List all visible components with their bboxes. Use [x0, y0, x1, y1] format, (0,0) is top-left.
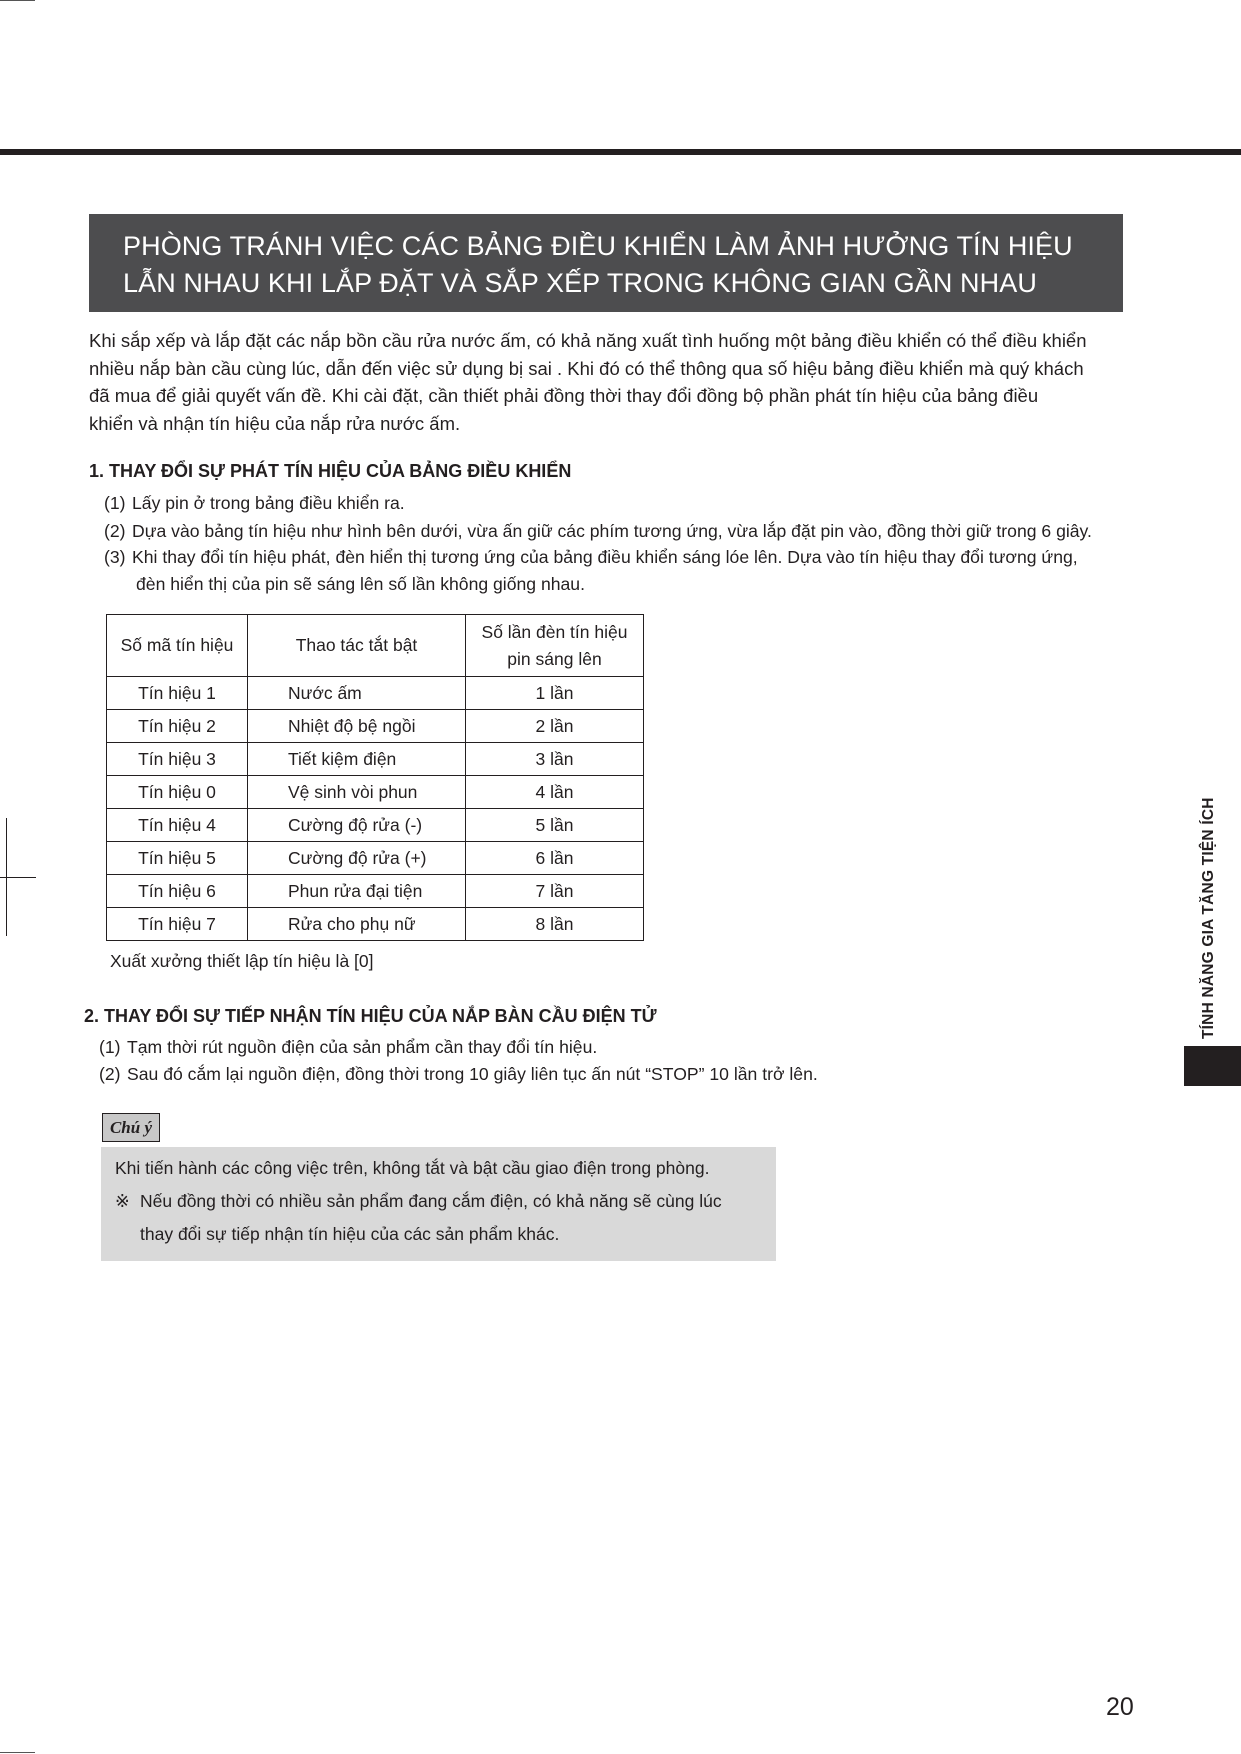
blink-count-cell: 3 lần [466, 743, 644, 776]
factory-default-note: Xuất xưởng thiết lập tín hiệu là [0] [110, 951, 374, 971]
intro-line: đã mua để giải quyết vấn đề. Khi cài đặt, cần thiết phải đồng thời thay đổi đồng bộ phần phát tín hiệu của bảng điều [89, 385, 1039, 406]
column-header: Thao tác tắt bật [248, 615, 466, 677]
operation-cell: Nước ấm [248, 677, 466, 710]
blink-count-cell: 7 lần [466, 875, 644, 908]
blink-count-cell: 2 lần [466, 710, 644, 743]
crop-mark-bottom [0, 1752, 35, 1753]
header-rule [0, 149, 1241, 155]
step-number: (1) [104, 493, 126, 513]
section-1-step [104, 544, 1078, 571]
column-header: Số mã tín hiệu [107, 615, 248, 677]
section-2-step [99, 1034, 597, 1061]
step-number: (2) [104, 521, 126, 541]
table-row [107, 842, 644, 875]
side-tab-marker [1184, 1046, 1241, 1086]
step-number: (2) [99, 1064, 121, 1084]
operation-cell: Rửa cho phụ nữ [248, 908, 466, 941]
registration-mark-horizontal [0, 877, 36, 878]
blink-count-cell: 1 lần [466, 677, 644, 710]
title-line-1: PHÒNG TRÁNH VIỆC CÁC BẢNG ĐIỀU KHIỂN LÀM ẢNH HƯỞNG TÍN HIỆU [123, 231, 1073, 261]
table-row [107, 677, 644, 710]
caution-box [101, 1147, 776, 1261]
signal-code-cell: Tín hiệu 0 [107, 776, 248, 809]
blink-count-cell: 4 lần [466, 776, 644, 809]
table-row [107, 743, 644, 776]
table-row [107, 710, 644, 743]
table-header-row [107, 615, 644, 677]
table-row [107, 908, 644, 941]
operation-cell: Phun rửa đại tiện [248, 875, 466, 908]
table-row [107, 776, 644, 809]
table-row [107, 809, 644, 842]
intro-line: nhiều nắp bàn cầu cùng lúc, dẫn đến việc sử dụng bị sai . Khi đó có thể thông qua số hiệu bảng điều khiển mà quý khách [89, 357, 1084, 379]
step-number: (1) [99, 1037, 121, 1057]
step-text: Lấy pin ở trong bảng điều khiển ra. [132, 493, 405, 513]
operation-cell: Vệ sinh vòi phun [248, 776, 466, 809]
intro-paragraph [89, 327, 1123, 437]
signal-code-cell: Tín hiệu 4 [107, 809, 248, 842]
operation-cell: Tiết kiệm điện [248, 743, 466, 776]
section-2-heading: 2. THAY ĐỔI SỰ TIẾP NHẬN TÍN HIỆU CỦA NẮP BÀN CẦU ĐIỆN TỬ [84, 1006, 657, 1026]
signal-table [106, 614, 644, 941]
section-2-step [99, 1061, 818, 1088]
operation-cell: Cường độ rửa (+) [248, 842, 466, 875]
caution-text: Nếu đồng thời có nhiều sản phẩm đang cắm điện, có khả năng sẽ cùng lúc [140, 1191, 722, 1211]
blink-count-cell: 5 lần [466, 809, 644, 842]
section-title-banner [89, 214, 1123, 312]
signal-code-cell: Tín hiệu 7 [107, 908, 248, 941]
intro-line: khiển và nhận tín hiệu của nắp rửa nước ấm. [89, 412, 461, 434]
column-header-line: Số lần đèn tín hiệu [481, 621, 628, 642]
signal-code-cell: Tín hiệu 1 [107, 677, 248, 710]
blink-count-cell: 8 lần [466, 908, 644, 941]
column-header-line: pin sáng lên [507, 648, 602, 669]
step-text: Dựa vào bảng tín hiệu như hình bên dưới, vừa ấn giữ các phím tương ứng, vừa lắp đặt pin vào, đồng thời giữ trong 6 giây. [132, 521, 1092, 541]
intro-line: Khi sắp xếp và lắp đặt các nắp bồn cầu rửa nước ấm, có khả năng xuất tình huống một bảng điều khiển có thể điều khiển [89, 330, 1087, 351]
table-row [107, 875, 644, 908]
step-text: Tạm thời rút nguồn điện của sản phẩm cần thay đổi tín hiệu. [127, 1037, 598, 1057]
section-1-step [104, 518, 1092, 545]
step-text: Khi thay đổi tín hiệu phát, đèn hiển thị tương ứng của bảng điều khiển sáng lóe lên. Dựa vào tín hiệu thay đổi tương ứng, [132, 547, 1078, 567]
signal-code-cell: Tín hiệu 2 [107, 710, 248, 743]
caution-tag: Chú ý [102, 1113, 160, 1142]
section-1-step-continuation: đèn hiển thị của pin sẽ sáng lên số lần không giống nhau. [136, 574, 585, 594]
reference-mark-icon: ※ [115, 1191, 130, 1211]
operation-cell: Nhiệt độ bệ ngồi [248, 710, 466, 743]
side-section-label: TÍNH NĂNG GIA TĂNG TIỆN ÍCH [1200, 797, 1217, 1039]
page-number: 20 [1106, 1693, 1134, 1721]
signal-code-cell: Tín hiệu 5 [107, 842, 248, 875]
title-line-2: LẪN NHAU KHI LẮP ĐẶT VÀ SẮP XẾP TRONG KHÔNG GIAN GẦN NHAU [123, 268, 1037, 298]
column-header [466, 615, 644, 677]
step-text: Sau đó cắm lại nguồn điện, đồng thời trong 10 giây liên tục ấn nút “STOP” 10 lần trở lên. [127, 1064, 818, 1084]
caution-line: Khi tiến hành các công việc trên, không tắt và bật cầu giao điện trong phòng. [115, 1158, 710, 1178]
step-number: (3) [104, 547, 126, 567]
signal-code-cell: Tín hiệu 3 [107, 743, 248, 776]
blink-count-cell: 6 lần [466, 842, 644, 875]
signal-code-cell: Tín hiệu 6 [107, 875, 248, 908]
crop-mark-top [0, 0, 35, 1]
operation-cell: Cường độ rửa (-) [248, 809, 466, 842]
section-1-step [104, 490, 405, 517]
caution-line [115, 1185, 776, 1218]
section-1-heading: 1. THAY ĐỔI SỰ PHÁT TÍN HIỆU CỦA BẢNG ĐIỀU KHIỂN [89, 461, 572, 481]
caution-line: thay đổi sự tiếp nhận tín hiệu của các sản phẩm khác. [140, 1224, 560, 1244]
